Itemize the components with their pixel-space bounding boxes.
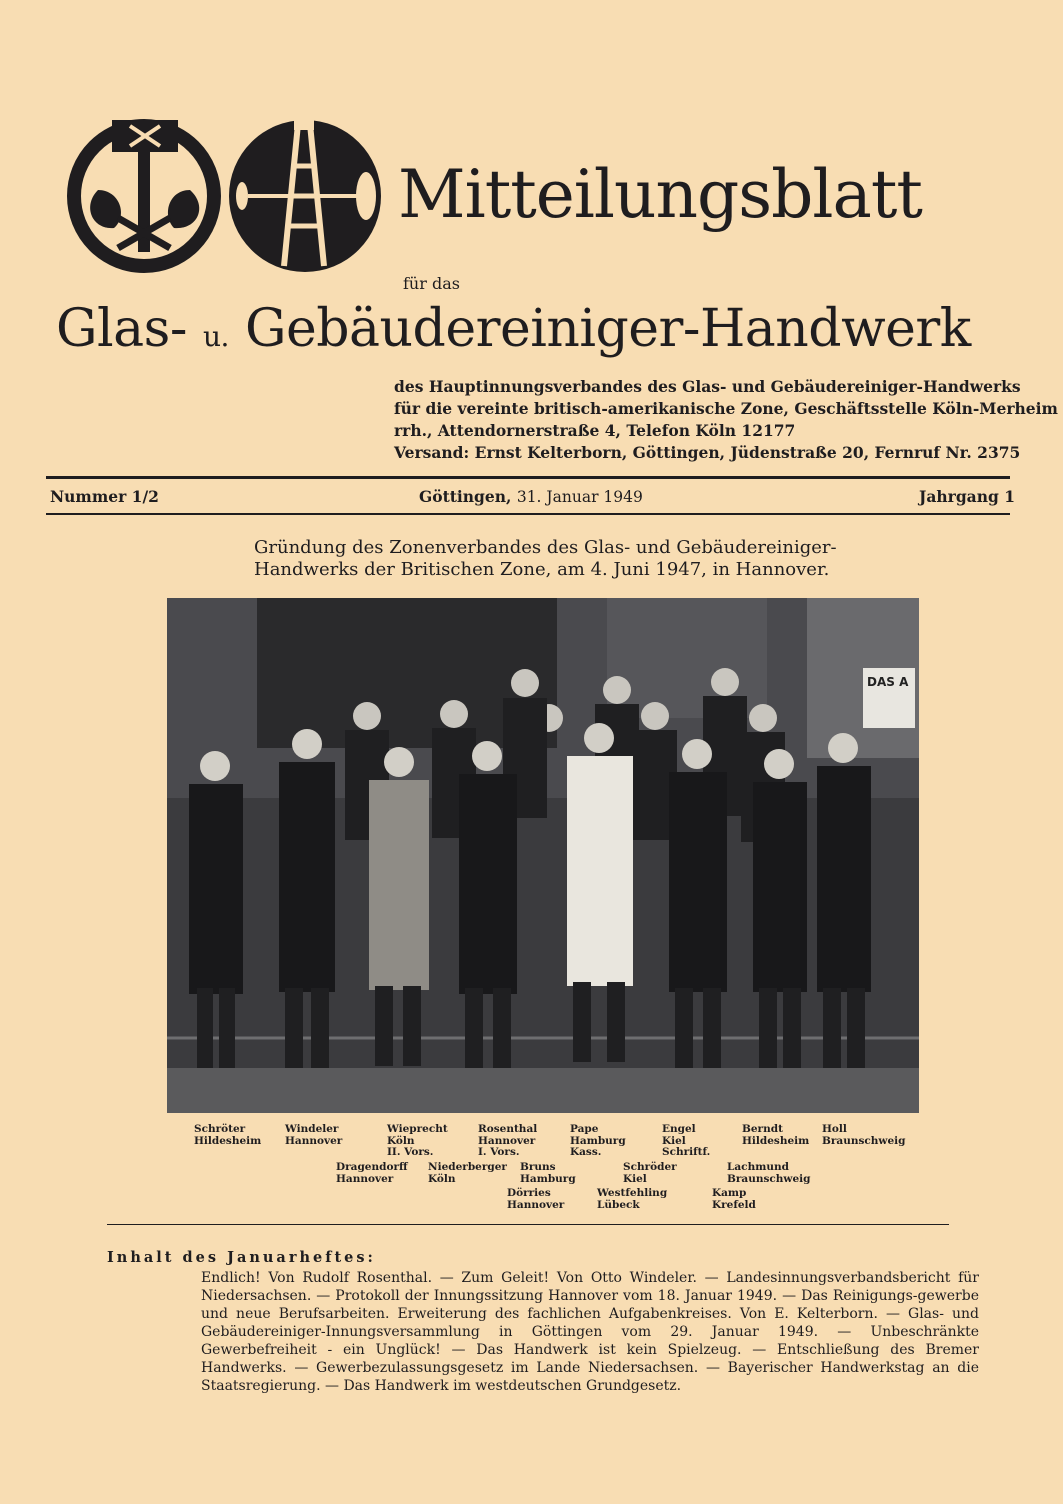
issue-bar-bottom-rule (46, 513, 1010, 515)
person-city: Hamburg (570, 1134, 626, 1147)
person-label-windeler (285, 1124, 342, 1147)
person-city: Köln (428, 1172, 456, 1185)
person-city: Braunschweig (727, 1172, 811, 1185)
person-name: Pape (570, 1123, 599, 1135)
person-label-pape (570, 1124, 626, 1159)
publisher-line-1: des Hauptinnungsverbandes des Glas- und Gebäudereiniger-Handwerks (394, 377, 1021, 396)
person-label-schroeter (194, 1124, 261, 1147)
issue-bar-top-rule (46, 476, 1010, 479)
contents-text: Endlich! Von Rudolf Rosenthal. — Zum Geleit! Von Otto Windeler. — Landesinnungsverbandsbericht für Niedersachsen. — Protokoll der Innungssitzung Hannover vom 18. Januar 1949. — Das Reinigungs-gewerbe und neue Berufsarbeiten. Erweiterung des fachlichen Aufgabenkreises. Von E. Kelterborn. — Glas- und Gebäudereiniger-Innungsversammlung in Göttingen vom 29. Januar 1949. — Unbeschränkte Gewerbefreiheit - ein Unglück! — Das Handwerk ist kein Spielzeug. — Entschließung des Bremer Handwerks. — Gewerbezulassungsgesetz im Lande Niedersachsen. — Bayerischer Handwerkstag an die Staatsregierung. — Das Handwerk im westdeutschen Grundgesetz. (201, 1270, 979, 1394)
publisher-line-3: rrh., Attendornerstraße 4, Telefon Köln 12177 (394, 421, 796, 440)
issue-place: Göttingen, (419, 487, 512, 506)
person-label-engel (662, 1124, 710, 1159)
person-city: Kiel (662, 1134, 686, 1147)
person-role: II. Vors. (387, 1146, 434, 1158)
photo-caption-line-2: Handwerks der Britischen Zone, am 4. Juni 1947, in Hannover. (254, 559, 830, 580)
person-role: Schriftf. (662, 1146, 711, 1158)
person-city: Braunschweig (822, 1134, 906, 1147)
person-role: I. Vors. (478, 1146, 520, 1158)
person-name: Windeler (285, 1123, 339, 1135)
contents-heading: Inhalt des Januarheftes: (107, 1249, 376, 1266)
person-city: Krefeld (712, 1198, 756, 1211)
person-name: Schröter (194, 1123, 246, 1135)
person-city: Kiel (623, 1172, 647, 1185)
person-label-bruns (520, 1162, 576, 1185)
masthead-title: Mitteilungsblatt (398, 156, 922, 233)
person-name: Schröder (623, 1161, 677, 1173)
person-label-doerries (507, 1188, 564, 1211)
wall-sign-text: DAS A (867, 675, 909, 689)
person-label-kamp (712, 1188, 756, 1211)
contents-divider (107, 1224, 949, 1225)
publisher-line-2: für die vereinte britisch-amerikanische Zone, Geschäftsstelle Köln-Merheim (394, 399, 1058, 418)
person-role: Kass. (570, 1146, 602, 1158)
person-name: Lachmund (727, 1161, 789, 1173)
person-name: Holl (822, 1123, 847, 1135)
person-city: Lübeck (597, 1198, 640, 1211)
person-city: Hannover (336, 1172, 394, 1185)
masthead-subtitle (56, 299, 971, 359)
person-name: Rosenthal (478, 1123, 538, 1135)
group-photograph (167, 598, 919, 1113)
person-name: Wieprecht (387, 1123, 448, 1135)
subtitle-glas: Glas- (56, 299, 187, 359)
issue-date (419, 487, 643, 506)
issue-date-text: 31. Januar 1949 (516, 488, 643, 506)
person-label-rosenthal (478, 1124, 537, 1159)
group-photo-illustration (167, 598, 919, 1113)
person-city: Hildesheim (194, 1134, 262, 1147)
masthead-fuer-das: für das (403, 274, 460, 293)
person-label-berndt (742, 1124, 809, 1147)
person-name: Berndt (742, 1123, 783, 1135)
person-label-niederberger (428, 1162, 507, 1185)
person-city: Hildesheim (742, 1134, 810, 1147)
issue-volume: Jahrgang 1 (919, 487, 1015, 506)
guild-emblem-logo (62, 118, 388, 273)
person-city: Hannover (285, 1134, 343, 1147)
person-label-holl (822, 1124, 905, 1147)
person-name: Niederberger (428, 1161, 507, 1173)
subtitle-gebaeudereiniger: Gebäudereiniger-Handwerk (244, 299, 971, 359)
person-name: Dörries (507, 1187, 551, 1199)
person-label-dragendorff (336, 1162, 408, 1185)
subtitle-u: u. (202, 320, 229, 353)
person-label-lachmund (727, 1162, 810, 1185)
person-name: Bruns (520, 1161, 556, 1173)
person-name: Westfehling (597, 1187, 668, 1199)
person-city: Köln (387, 1134, 415, 1147)
person-name: Dragendorff (336, 1161, 408, 1173)
person-city: Hannover (507, 1198, 565, 1211)
publisher-line-4: Versand: Ernst Kelterborn, Göttingen, Jüdenstraße 20, Fernruf Nr. 2375 (394, 443, 1021, 462)
person-name: Engel (662, 1123, 696, 1135)
person-city: Hannover (478, 1134, 536, 1147)
issue-number: Nummer 1/2 (50, 487, 159, 506)
person-name: Kamp (712, 1187, 747, 1199)
photo-caption-line-1: Gründung des Zonenverbandes des Glas- und Gebäudereiniger- (254, 537, 837, 558)
person-label-schroeder (623, 1162, 677, 1185)
person-label-wieprecht (387, 1124, 448, 1159)
person-label-westfehling (597, 1188, 667, 1211)
person-city: Hamburg (520, 1172, 576, 1185)
